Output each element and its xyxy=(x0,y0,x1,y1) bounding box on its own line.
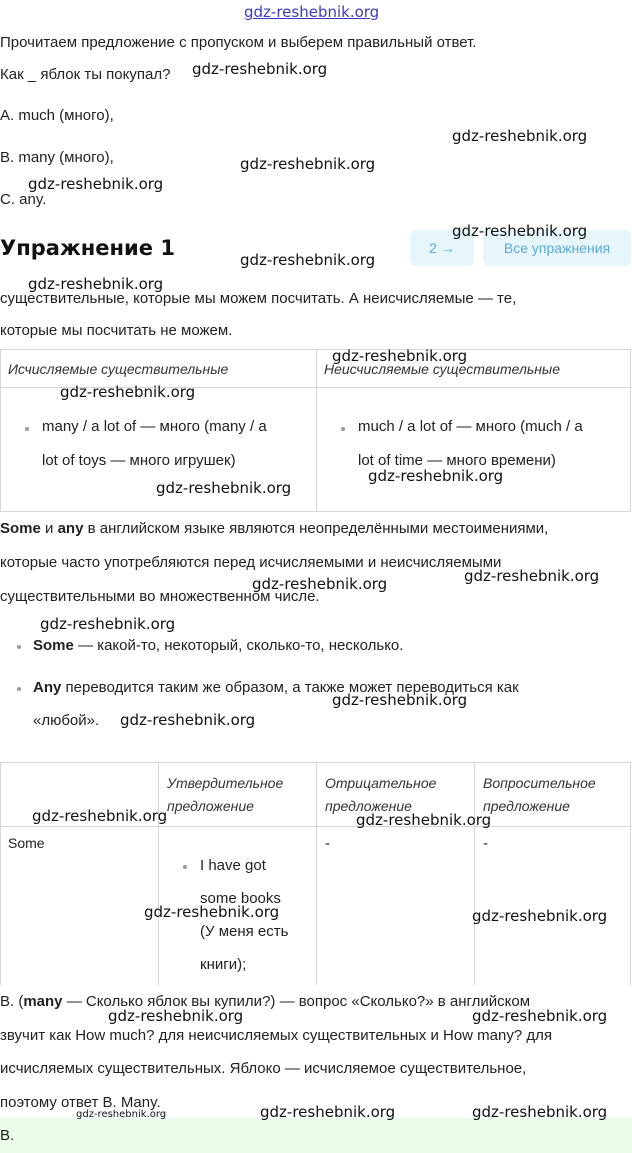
paragraph-line xyxy=(0,520,548,537)
next-exercise-button[interactable]: 2 → xyxy=(410,230,474,266)
term-some: Some xyxy=(0,520,41,537)
text-span: и xyxy=(40,520,58,537)
header-question-2: предложение xyxy=(483,798,570,814)
table-header-cell xyxy=(159,763,317,827)
text-span: в английском языке являются неопределёнными местоимениями, xyxy=(83,520,549,537)
intro-line: Прочитаем предложение с пропуском и выберем правильный ответ. xyxy=(0,34,477,51)
watermark: gdz-reshebnik.org xyxy=(368,467,504,485)
paragraph-line: существительные, которые мы можем посчитать. А неисчисляемые — те, xyxy=(0,290,517,307)
paragraph-line: которые часто употребляются перед исчисляемыми и неисчисляемыми xyxy=(0,554,502,571)
cell-line: книги); xyxy=(200,956,247,973)
watermark: gdz-reshebnik.org xyxy=(156,479,292,497)
watermark: gdz-reshebnik.org xyxy=(356,811,492,829)
cell-line: many / a lot of — много (many / a xyxy=(42,418,267,435)
question-value: - xyxy=(483,835,488,852)
cell-line: (У меня есть xyxy=(200,923,289,940)
cell-line: lot of time — много времени) xyxy=(358,452,556,469)
row-label-some: Some xyxy=(8,835,45,851)
cell-line: some books xyxy=(200,890,281,907)
explanation-block xyxy=(0,985,632,1115)
watermark: gdz-reshebnik.org xyxy=(108,1007,244,1025)
watermark: gdz-reshebnik.org xyxy=(472,1103,608,1121)
cell-line: lot of toys — много игрушек) xyxy=(42,452,236,469)
bullet-dot xyxy=(183,865,187,869)
text-span: B. ( xyxy=(0,993,24,1010)
watermark: gdz-reshebnik.org xyxy=(32,807,168,825)
text-span: — Сколько яблок вы купили?) — вопрос «Сколько?» в английском xyxy=(62,993,531,1010)
bullet-dot xyxy=(341,427,345,431)
question-text: Как _ яблок ты покупал? xyxy=(0,66,171,83)
header-affirmative: Утвердительное xyxy=(167,775,284,791)
term-some: Some xyxy=(33,637,74,654)
header-affirmative-2: предложение xyxy=(167,798,254,814)
watermark: gdz-reshebnik.org xyxy=(40,615,176,633)
watermark: gdz-reshebnik.org xyxy=(452,127,588,145)
nouns-table xyxy=(0,349,631,512)
bullet-dot xyxy=(17,645,21,649)
answer-text: B. xyxy=(0,1127,15,1144)
pronouns-table xyxy=(0,762,631,987)
option-b: B. many (много), xyxy=(0,149,114,166)
all-exercises-button[interactable]: Все упражнения xyxy=(483,230,631,266)
paragraph-line: существительными во множественном числе. xyxy=(0,588,320,605)
table-header-cell xyxy=(1,350,317,388)
watermark: gdz-reshebnik.org xyxy=(260,1103,396,1121)
watermark: gdz-reshebnik.org xyxy=(192,60,328,78)
table-cell xyxy=(317,827,475,987)
term-any: any xyxy=(57,520,84,537)
watermark: gdz-reshebnik.org xyxy=(472,907,608,925)
paragraph-line: звучит как How much? для неисчисляемых существительных и How many? для xyxy=(0,1027,552,1044)
paragraph-line xyxy=(0,993,530,1010)
bullet-dot xyxy=(17,687,21,691)
paragraph-line: исчисляемых существительных. Яблоко — исчисляемое существительное, xyxy=(0,1060,527,1077)
header-negative-2: предложение xyxy=(325,798,412,814)
watermark: gdz-reshebnik.org xyxy=(452,222,588,240)
exercise-title: Упражнение 1 xyxy=(0,236,175,260)
cell-line: much / a lot of — много (much / a xyxy=(358,418,583,435)
watermark: gdz-reshebnik.org xyxy=(240,251,376,269)
watermark: gdz-reshebnik.org xyxy=(332,347,468,365)
table-header-countable: Исчисляемые существительные xyxy=(8,361,229,377)
watermark: gdz-reshebnik.org xyxy=(144,903,280,921)
watermark: gdz-reshebnik.org xyxy=(76,1109,167,1120)
paragraph-line: которые мы посчитать не можем. xyxy=(0,322,233,339)
site-watermark-link[interactable]: gdz-reshebnik.org xyxy=(244,3,380,21)
watermark: gdz-reshebnik.org xyxy=(332,691,468,709)
text-span: переводится таким же образом, а также может переводиться как xyxy=(61,679,519,696)
watermark: gdz-reshebnik.org xyxy=(464,567,600,585)
header-question: Вопросительное xyxy=(483,775,596,791)
header-negative: Отрицательное xyxy=(325,775,437,791)
watermark: gdz-reshebnik.org xyxy=(60,383,196,401)
paragraph-line: поэтому ответ B. Many. xyxy=(0,1094,161,1111)
table-cell xyxy=(1,827,159,987)
term-any: Any xyxy=(33,679,62,696)
watermark: gdz-reshebnik.org xyxy=(240,155,376,173)
bullet-any-line2: «любой». xyxy=(33,712,100,729)
watermark: gdz-reshebnik.org xyxy=(28,275,164,293)
answer-box xyxy=(0,1118,632,1153)
table-header-cell xyxy=(475,763,631,827)
watermark: gdz-reshebnik.org xyxy=(472,1007,608,1025)
bullet-some xyxy=(33,637,403,654)
table-cell xyxy=(317,388,631,512)
watermark: gdz-reshebnik.org xyxy=(120,711,256,729)
option-c: C. any. xyxy=(0,191,47,208)
text-span: — какой-то, некоторый, сколько-то, несколько. xyxy=(73,637,404,654)
option-a: A. much (много), xyxy=(0,107,114,124)
cell-line: I have got xyxy=(200,857,266,874)
bullet-dot xyxy=(25,427,29,431)
table-header-uncountable: Неисчисляемые существительные xyxy=(324,361,561,377)
negative-value: - xyxy=(325,835,330,852)
watermark: gdz-reshebnik.org xyxy=(28,175,164,193)
term-many: many xyxy=(23,993,63,1010)
watermark: gdz-reshebnik.org xyxy=(252,575,388,593)
